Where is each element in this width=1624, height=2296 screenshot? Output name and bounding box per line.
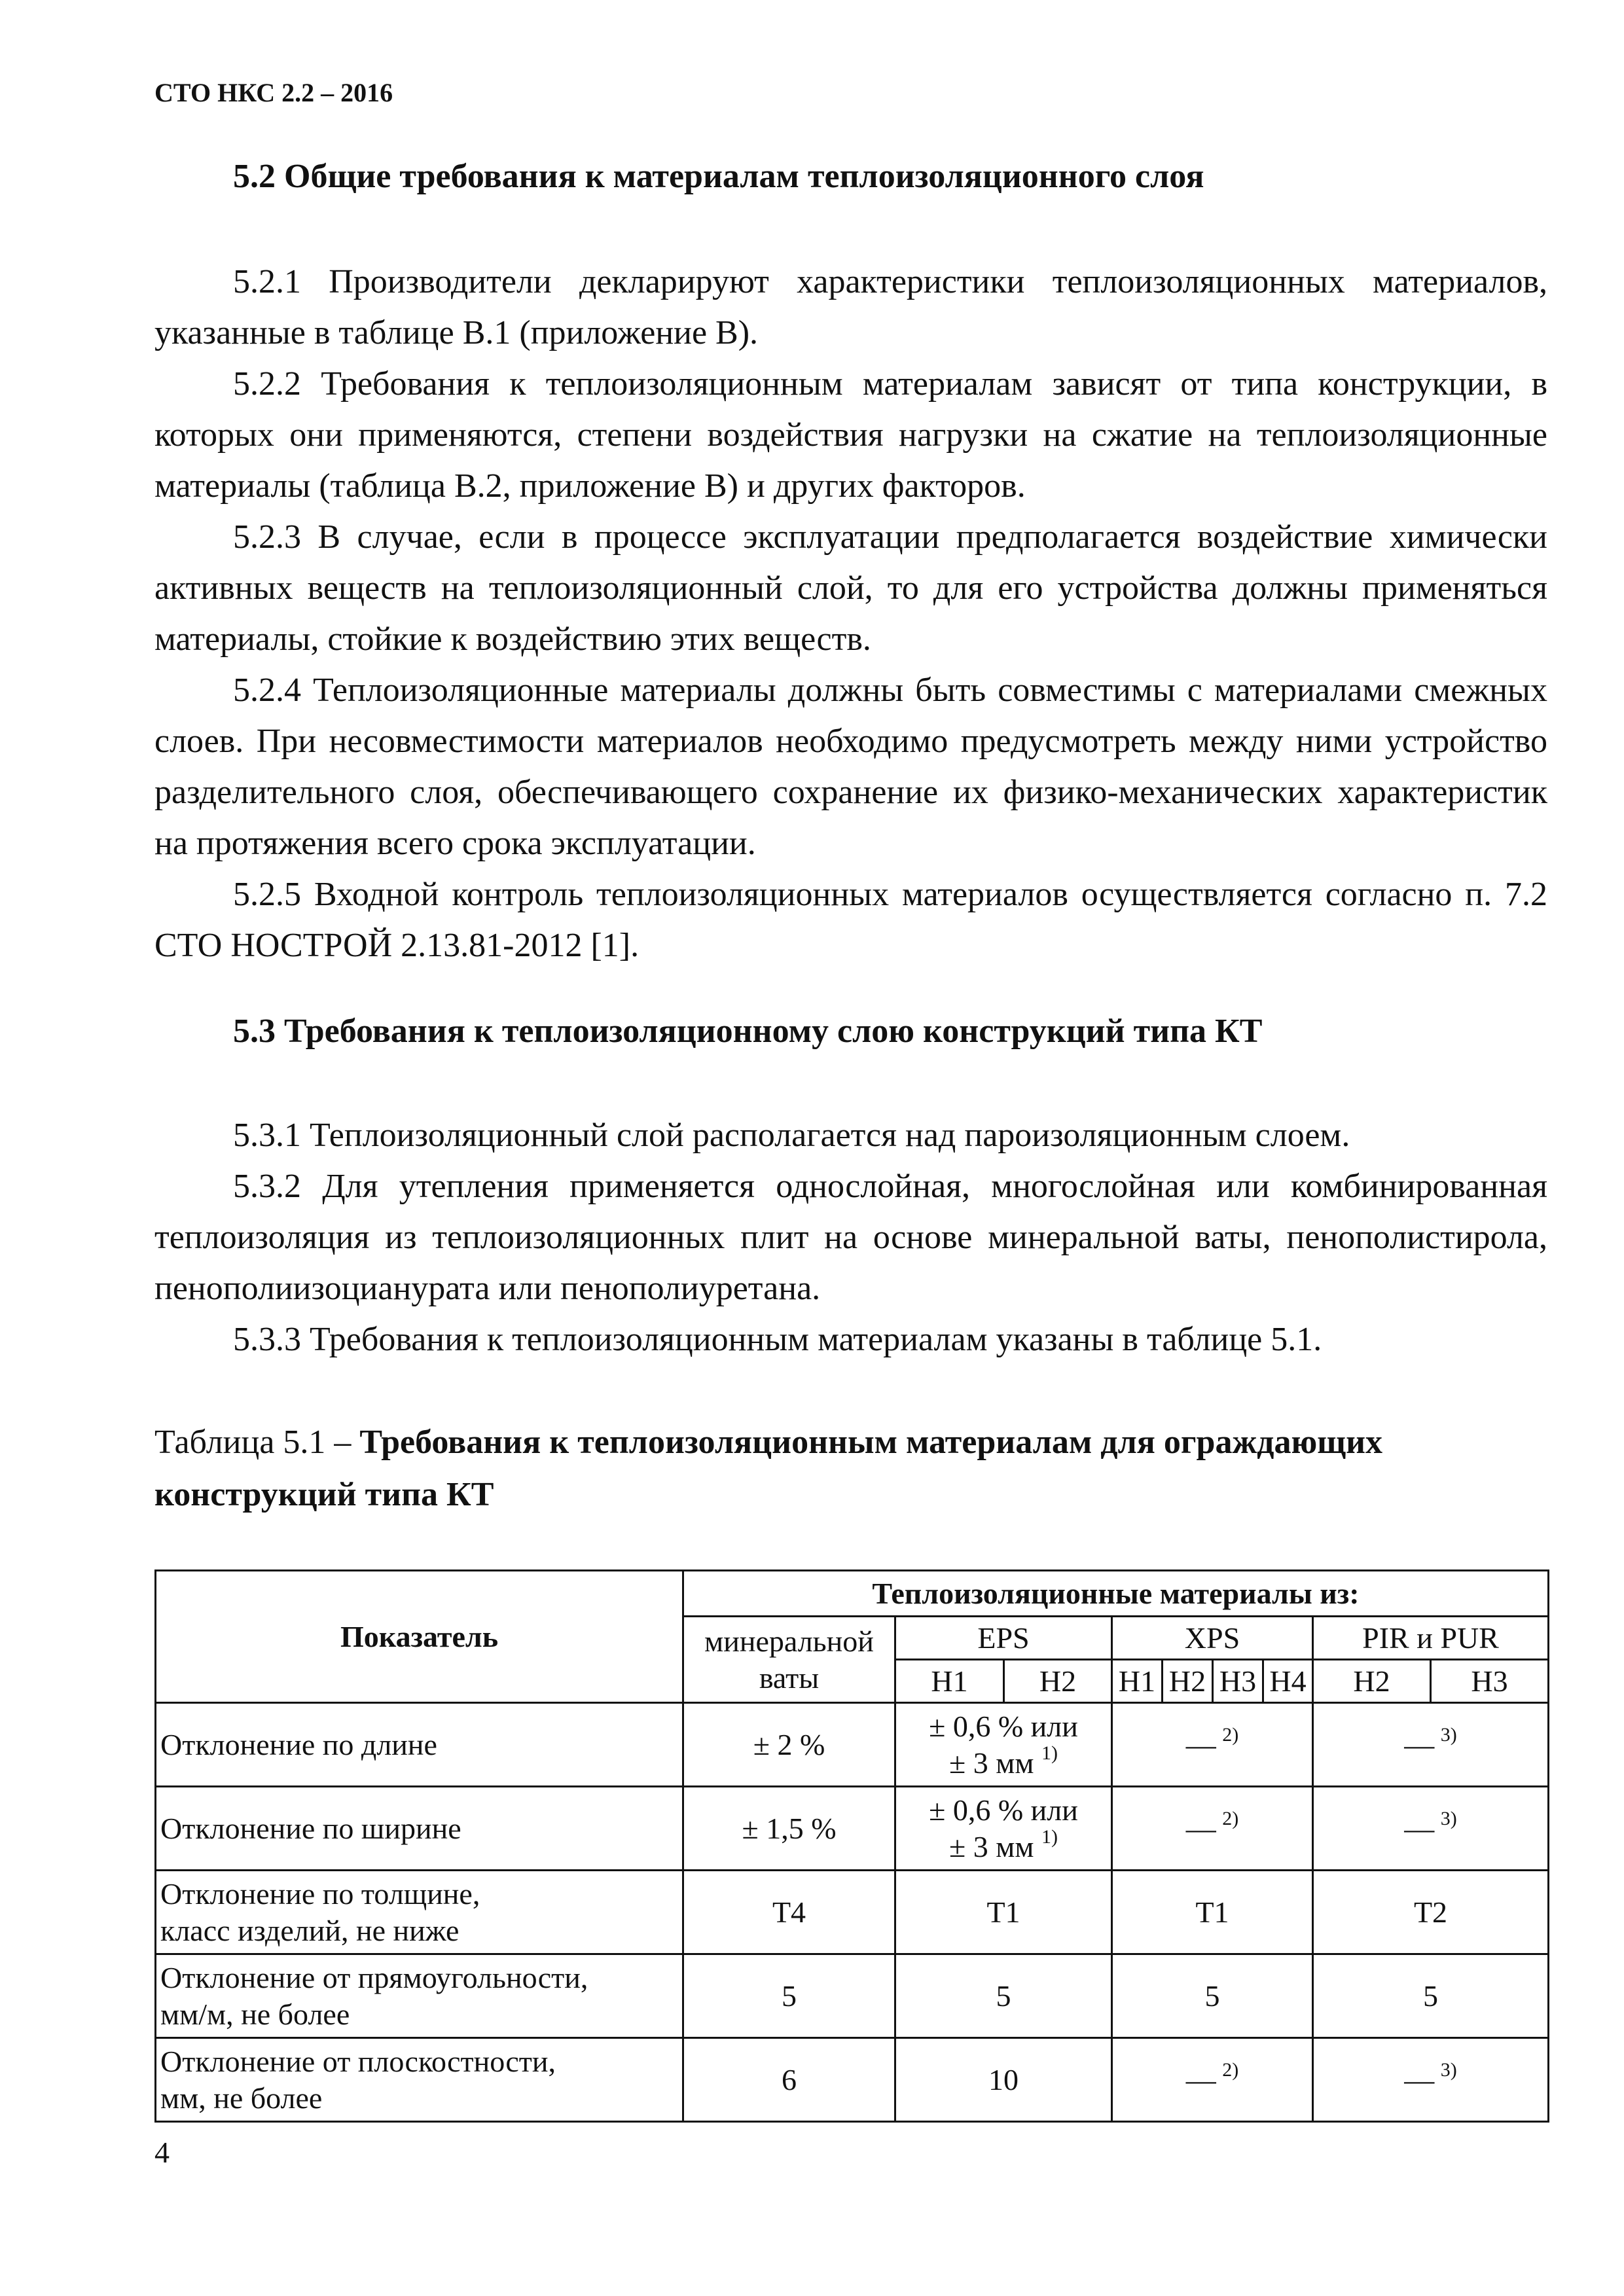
header-xps-h3: H3 [1213, 1660, 1263, 1703]
paragraph-5-3-2: 5.3.2 Для утепления применяется однослойная, многослойная или комбинированная теплоизоляция из теплоизоляционных плит на основе минеральной ваты, пенополистирола, пенополиизоцианурата или пенополиуретана. [154, 1168, 1547, 1307]
paragraph-5-3-3: 5.3.3 Требования к теплоизоляционным материалам указаны в таблице 5.1. [233, 1321, 1322, 1358]
footnote-ref: 3) [1440, 1808, 1457, 1830]
cell-pir: Т2 [1313, 1871, 1549, 1954]
row-label: Отклонение от прямоугольности, мм/м, не более [156, 1954, 683, 2038]
cell-mineral: 5 [683, 1954, 895, 2038]
header-xps-h4: H4 [1263, 1660, 1313, 1703]
footnote-ref: 2) [1222, 2059, 1239, 2081]
row-label: Отклонение по ширине [156, 1787, 683, 1871]
cell-eps: 5 [895, 1954, 1112, 2038]
cell-xps: — $^{2)}$ [1112, 1703, 1313, 1787]
cell-xps: 5 [1112, 1954, 1313, 2038]
cell-eps [895, 1787, 1112, 1871]
cell-pir: — $^{3)}$ [1313, 2038, 1549, 2122]
header-eps: EPS [895, 1617, 1112, 1660]
paragraph-5-2-5: 5.2.5 Входной контроль теплоизоляционных материалов осуществляется согласно п. 7.2 СТО НОСТРОЙ 2.13.81-2012 [1]. [154, 876, 1547, 964]
header-materials-group: Теплоизоляционные материалы из: [683, 1571, 1549, 1617]
header-xps-h2: H2 [1163, 1660, 1213, 1703]
header-pir-h2: H2 [1313, 1660, 1431, 1703]
cell-mineral: Т4 [683, 1871, 895, 1954]
cell-xps: — $^{2)}$ [1112, 2038, 1313, 2122]
header-pir-h3: H3 [1431, 1660, 1549, 1703]
header-xps-h1: H1 [1112, 1660, 1163, 1703]
section-5-3-body [154, 1110, 1547, 1365]
cell-mineral: ± 1,5 % [683, 1787, 895, 1871]
row-label: Отклонение от плоскостности, мм, не более [156, 2038, 683, 2122]
row-label: Отклонение по толщине, класс изделий, не ниже [156, 1871, 683, 1954]
section-5-2-body [154, 257, 1547, 971]
table-row [156, 2038, 1549, 2122]
paragraph-5-3-1: 5.3.1 Теплоизоляционный слой располагается над пароизоляционным слоем. [233, 1117, 1350, 1154]
cell-eps-line2: ± 3 мм $^{1)}$ [949, 1826, 1058, 1863]
cell-eps [895, 1703, 1112, 1787]
footnote-ref: 3) [1440, 2059, 1457, 2081]
header-eps-h2: H2 [1004, 1660, 1112, 1703]
document-code-header: СТО НКС 2.2 – 2016 [154, 78, 393, 107]
paragraph-5-2-2: 5.2.2 Требования к теплоизоляционным материалам зависят от типа конструкции, в которых они применяются, степени воздействия нагрузки на сжатие на теплоизоляционные материалы (таблица В.2, приложение В) и других факторов. [154, 365, 1547, 505]
section-5-2-heading: 5.2 Общие требования к материалам теплоизоляционного слоя [233, 158, 1204, 195]
footnote-ref: 2) [1222, 1808, 1239, 1830]
table-row [156, 1954, 1549, 2038]
header-eps-h1: H1 [895, 1660, 1004, 1703]
section-5-3-heading: 5.3 Требования к теплоизоляционному слою конструкций типа КТ [233, 1013, 1263, 1050]
table-caption [154, 1416, 1547, 1521]
cell-mineral: 6 [683, 2038, 895, 2122]
cell-mineral: ± 2 % [683, 1703, 895, 1787]
cell-xps: — $^{2)}$ [1112, 1787, 1313, 1871]
cell-eps: Т1 [895, 1871, 1112, 1954]
cell-pir: — $^{3)}$ [1313, 1787, 1549, 1871]
header-mineral-wool: минеральной ваты [683, 1617, 895, 1703]
footnote-ref: 1) [1041, 1742, 1058, 1765]
requirements-table [154, 1570, 1549, 2123]
table-row [156, 1703, 1549, 1787]
page-number: 4 [154, 2136, 170, 2169]
table-caption-prefix: Таблица 5.1 – [154, 1424, 360, 1461]
paragraph-5-2-3: 5.2.3 В случае, если в процессе эксплуатации предполагается воздействие химически активных веществ на теплоизоляционный слой, то для его устройства должны применяться материалы, стойкие к воздействию этих веществ. [154, 518, 1547, 658]
footnote-ref: 2) [1222, 1724, 1239, 1746]
cell-eps-line1: ± 0,6 % или [929, 1793, 1078, 1827]
paragraph-5-2-4: 5.2.4 Теплоизоляционные материалы должны быть совместимы с материалами смежных слоев. При несовместимости материалов необходимо предусмотреть между ними устройство разделительного слоя, обеспечивающего сохранение их физико-механических характеристик на протяжения всего срока эксплуатации. [154, 672, 1547, 862]
cell-eps-line1: ± 0,6 % или [929, 1709, 1078, 1743]
cell-eps: 10 [895, 2038, 1112, 2122]
row-label: Отклонение по длине [156, 1703, 683, 1787]
table-caption-title: Требования к теплоизоляционным материалам для ограждающих конструкций типа КТ [154, 1424, 1383, 1513]
table-row [156, 1787, 1549, 1871]
header-pir-pur: PIR и PUR [1313, 1617, 1549, 1660]
cell-xps: Т1 [1112, 1871, 1313, 1954]
footnote-ref: 1) [1041, 1826, 1058, 1848]
cell-pir: — $^{3)}$ [1313, 1703, 1549, 1787]
footnote-ref: 3) [1440, 1724, 1457, 1746]
paragraph-5-2-1: 5.2.1 Производители декларируют характеристики теплоизоляционных материалов, указанные в таблице В.1 (приложение В). [154, 263, 1547, 351]
cell-pir: 5 [1313, 1954, 1549, 2038]
header-indicator: Показатель [156, 1571, 683, 1703]
table-row [156, 1871, 1549, 1954]
cell-eps-line2: ± 3 мм $^{1)}$ [949, 1742, 1058, 1780]
header-xps: XPS [1112, 1617, 1313, 1660]
